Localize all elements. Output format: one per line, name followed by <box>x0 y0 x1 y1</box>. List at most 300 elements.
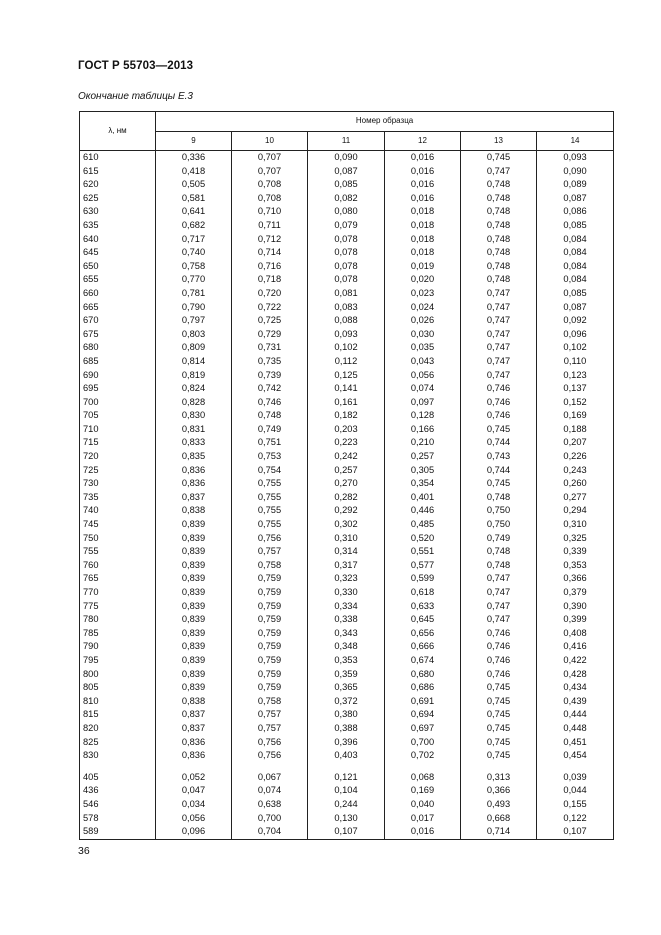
value-cell: 0,839 <box>156 654 232 668</box>
value-cell: 0,016 <box>385 825 461 839</box>
value-cell: 0,317 <box>308 559 385 573</box>
wavelength-cell: 640 <box>80 233 156 247</box>
table-row <box>80 205 614 219</box>
wavelength-cell: 790 <box>80 640 156 654</box>
table-row <box>80 151 614 165</box>
value-cell: 0,551 <box>385 545 461 559</box>
value-cell: 0,835 <box>156 450 232 464</box>
table-row <box>80 518 614 532</box>
table-row <box>80 409 614 423</box>
value-cell: 0,418 <box>156 165 232 179</box>
value-cell: 0,396 <box>308 736 385 750</box>
value-cell: 0,759 <box>232 640 308 654</box>
value-cell: 0,130 <box>308 812 385 826</box>
value-cell: 0,104 <box>308 784 385 798</box>
value-cell: 0,047 <box>156 784 232 798</box>
value-cell: 0,702 <box>385 749 461 763</box>
value-cell: 0,704 <box>232 825 308 839</box>
table-row <box>80 369 614 383</box>
value-cell: 0,084 <box>537 246 614 260</box>
table-row <box>80 722 614 736</box>
value-cell: 0,080 <box>308 205 385 219</box>
wavelength-cell: 805 <box>80 681 156 695</box>
value-cell: 0,744 <box>461 436 537 450</box>
wavelength-cell: 740 <box>80 504 156 518</box>
value-cell: 0,836 <box>156 464 232 478</box>
column-header: 11 <box>308 131 385 151</box>
wavelength-cell: 630 <box>80 205 156 219</box>
value-cell: 0,043 <box>385 355 461 369</box>
spectral-data-table <box>79 111 614 840</box>
table-row <box>80 328 614 342</box>
value-cell: 0,087 <box>308 165 385 179</box>
value-cell: 0,838 <box>156 504 232 518</box>
value-cell: 0,754 <box>232 464 308 478</box>
value-cell: 0,839 <box>156 559 232 573</box>
value-cell: 0,085 <box>308 178 385 192</box>
table-row <box>80 423 614 437</box>
value-cell: 0,380 <box>308 708 385 722</box>
value-cell: 0,137 <box>537 382 614 396</box>
value-cell: 0,839 <box>156 532 232 546</box>
value-cell: 0,107 <box>308 825 385 839</box>
value-cell: 0,748 <box>461 260 537 274</box>
value-cell: 0,338 <box>308 613 385 627</box>
value-cell: 0,292 <box>308 504 385 518</box>
spacer-cell <box>308 763 385 771</box>
value-cell: 0,718 <box>232 273 308 287</box>
value-cell: 0,016 <box>385 192 461 206</box>
value-cell: 0,210 <box>385 436 461 450</box>
value-cell: 0,757 <box>232 545 308 559</box>
value-cell: 0,107 <box>537 825 614 839</box>
value-cell: 0,839 <box>156 518 232 532</box>
wavelength-cell: 670 <box>80 314 156 328</box>
value-cell: 0,325 <box>537 532 614 546</box>
value-cell: 0,085 <box>537 287 614 301</box>
value-cell: 0,302 <box>308 518 385 532</box>
wavelength-cell: 825 <box>80 736 156 750</box>
table-row <box>80 301 614 315</box>
value-cell: 0,746 <box>461 654 537 668</box>
value-cell: 0,096 <box>537 328 614 342</box>
value-cell: 0,089 <box>537 178 614 192</box>
row-spacer <box>80 763 614 771</box>
wavelength-cell: 690 <box>80 369 156 383</box>
value-cell: 0,343 <box>308 627 385 641</box>
table-row <box>80 600 614 614</box>
value-cell: 0,716 <box>232 260 308 274</box>
wavelength-cell: 620 <box>80 178 156 192</box>
value-cell: 0,086 <box>537 205 614 219</box>
value-cell: 0,839 <box>156 640 232 654</box>
value-cell: 0,714 <box>461 825 537 839</box>
value-cell: 0,700 <box>232 812 308 826</box>
table-row <box>80 572 614 586</box>
value-cell: 0,128 <box>385 409 461 423</box>
value-cell: 0,074 <box>232 784 308 798</box>
value-cell: 0,759 <box>232 681 308 695</box>
table-row <box>80 450 614 464</box>
value-cell: 0,087 <box>537 192 614 206</box>
value-cell: 0,748 <box>461 205 537 219</box>
table-row <box>80 192 614 206</box>
value-cell: 0,223 <box>308 436 385 450</box>
value-cell: 0,746 <box>461 668 537 682</box>
table-row <box>80 436 614 450</box>
value-cell: 0,746 <box>461 627 537 641</box>
value-cell: 0,018 <box>385 233 461 247</box>
value-cell: 0,725 <box>232 314 308 328</box>
wavelength-cell: 715 <box>80 436 156 450</box>
table-row <box>80 355 614 369</box>
value-cell: 0,121 <box>308 771 385 785</box>
value-cell: 0,747 <box>461 287 537 301</box>
value-cell: 0,770 <box>156 273 232 287</box>
wavelength-cell: 625 <box>80 192 156 206</box>
value-cell: 0,735 <box>232 355 308 369</box>
value-cell: 0,085 <box>537 219 614 233</box>
value-cell: 0,035 <box>385 341 461 355</box>
spacer-cell <box>385 763 461 771</box>
wavelength-cell: 655 <box>80 273 156 287</box>
value-cell: 0,746 <box>232 396 308 410</box>
wavelength-cell: 725 <box>80 464 156 478</box>
table-row <box>80 464 614 478</box>
table-row <box>80 627 614 641</box>
value-cell: 0,686 <box>385 681 461 695</box>
table-row <box>80 477 614 491</box>
column-header: 9 <box>156 131 232 151</box>
value-cell: 0,305 <box>385 464 461 478</box>
value-cell: 0,745 <box>461 749 537 763</box>
table-row <box>80 532 614 546</box>
value-cell: 0,759 <box>232 586 308 600</box>
wavelength-cell: 695 <box>80 382 156 396</box>
value-cell: 0,082 <box>308 192 385 206</box>
value-cell: 0,839 <box>156 627 232 641</box>
value-cell: 0,837 <box>156 491 232 505</box>
value-cell: 0,755 <box>232 518 308 532</box>
value-cell: 0,242 <box>308 450 385 464</box>
wavelength-cell: 820 <box>80 722 156 736</box>
value-cell: 0,809 <box>156 341 232 355</box>
wavelength-cell: 650 <box>80 260 156 274</box>
value-cell: 0,366 <box>461 784 537 798</box>
wavelength-cell: 436 <box>80 784 156 798</box>
page-number: 36 <box>78 845 90 857</box>
value-cell: 0,720 <box>232 287 308 301</box>
value-cell: 0,016 <box>385 151 461 165</box>
wavelength-cell: 645 <box>80 246 156 260</box>
value-cell: 0,336 <box>156 151 232 165</box>
spacer-cell <box>537 763 614 771</box>
value-cell: 0,641 <box>156 205 232 219</box>
value-cell: 0,182 <box>308 409 385 423</box>
table-row <box>80 708 614 722</box>
value-cell: 0,161 <box>308 396 385 410</box>
table-row <box>80 749 614 763</box>
value-cell: 0,758 <box>156 260 232 274</box>
value-cell: 0,434 <box>537 681 614 695</box>
value-cell: 0,485 <box>385 518 461 532</box>
wavelength-cell: 735 <box>80 491 156 505</box>
value-cell: 0,758 <box>232 695 308 709</box>
value-cell: 0,353 <box>308 654 385 668</box>
value-cell: 0,708 <box>232 178 308 192</box>
value-cell: 0,836 <box>156 749 232 763</box>
value-cell: 0,746 <box>461 382 537 396</box>
value-cell: 0,803 <box>156 328 232 342</box>
table-row <box>80 491 614 505</box>
value-cell: 0,226 <box>537 450 614 464</box>
table-row <box>80 784 614 798</box>
value-cell: 0,446 <box>385 504 461 518</box>
wavelength-cell: 800 <box>80 668 156 682</box>
table-row <box>80 178 614 192</box>
value-cell: 0,668 <box>461 812 537 826</box>
value-cell: 0,756 <box>232 736 308 750</box>
value-cell: 0,744 <box>461 464 537 478</box>
wavelength-cell: 785 <box>80 627 156 641</box>
value-cell: 0,372 <box>308 695 385 709</box>
table-row <box>80 654 614 668</box>
value-cell: 0,348 <box>308 640 385 654</box>
table-row <box>80 165 614 179</box>
value-cell: 0,751 <box>232 436 308 450</box>
value-cell: 0,090 <box>537 165 614 179</box>
value-cell: 0,747 <box>461 328 537 342</box>
wavelength-cell: 730 <box>80 477 156 491</box>
value-cell: 0,078 <box>308 246 385 260</box>
value-cell: 0,074 <box>385 382 461 396</box>
value-cell: 0,577 <box>385 559 461 573</box>
value-cell: 0,056 <box>156 812 232 826</box>
value-cell: 0,401 <box>385 491 461 505</box>
value-cell: 0,750 <box>461 504 537 518</box>
value-cell: 0,093 <box>308 328 385 342</box>
value-cell: 0,691 <box>385 695 461 709</box>
value-cell: 0,747 <box>461 586 537 600</box>
value-cell: 0,831 <box>156 423 232 437</box>
value-cell: 0,828 <box>156 396 232 410</box>
column-header: 12 <box>385 131 461 151</box>
value-cell: 0,084 <box>537 273 614 287</box>
table-row <box>80 219 614 233</box>
value-cell: 0,581 <box>156 192 232 206</box>
value-cell: 0,700 <box>385 736 461 750</box>
value-cell: 0,745 <box>461 736 537 750</box>
table-row <box>80 382 614 396</box>
wavelength-cell: 795 <box>80 654 156 668</box>
value-cell: 0,034 <box>156 798 232 812</box>
table-row <box>80 341 614 355</box>
value-cell: 0,169 <box>537 409 614 423</box>
wavelength-header: λ, нм <box>80 112 156 151</box>
value-cell: 0,270 <box>308 477 385 491</box>
spacer-cell <box>156 763 232 771</box>
value-cell: 0,745 <box>461 695 537 709</box>
value-cell: 0,745 <box>461 722 537 736</box>
sample-number-header: Номер образца <box>156 112 614 132</box>
value-cell: 0,067 <box>232 771 308 785</box>
table-row <box>80 273 614 287</box>
value-cell: 0,044 <box>537 784 614 798</box>
value-cell: 0,748 <box>461 178 537 192</box>
value-cell: 0,448 <box>537 722 614 736</box>
value-cell: 0,748 <box>461 491 537 505</box>
value-cell: 0,016 <box>385 178 461 192</box>
value-cell: 0,781 <box>156 287 232 301</box>
value-cell: 0,745 <box>461 477 537 491</box>
table-caption: Окончание таблицы Е.3 <box>78 91 193 102</box>
value-cell: 0,422 <box>537 654 614 668</box>
table-row <box>80 771 614 785</box>
value-cell: 0,729 <box>232 328 308 342</box>
wavelength-cell: 750 <box>80 532 156 546</box>
table-row <box>80 825 614 839</box>
value-cell: 0,454 <box>537 749 614 763</box>
value-cell: 0,745 <box>461 151 537 165</box>
value-cell: 0,334 <box>308 600 385 614</box>
value-cell: 0,739 <box>232 369 308 383</box>
value-cell: 0,837 <box>156 722 232 736</box>
value-cell: 0,016 <box>385 165 461 179</box>
wavelength-cell: 546 <box>80 798 156 812</box>
value-cell: 0,749 <box>461 532 537 546</box>
table-body <box>80 151 614 840</box>
value-cell: 0,026 <box>385 314 461 328</box>
value-cell: 0,314 <box>308 545 385 559</box>
table-row <box>80 668 614 682</box>
value-cell: 0,839 <box>156 668 232 682</box>
value-cell: 0,759 <box>232 654 308 668</box>
table-row <box>80 640 614 654</box>
value-cell: 0,748 <box>232 409 308 423</box>
value-cell: 0,722 <box>232 301 308 315</box>
value-cell: 0,125 <box>308 369 385 383</box>
value-cell: 0,666 <box>385 640 461 654</box>
wavelength-cell: 665 <box>80 301 156 315</box>
wavelength-cell: 710 <box>80 423 156 437</box>
value-cell: 0,839 <box>156 572 232 586</box>
value-cell: 0,018 <box>385 205 461 219</box>
value-cell: 0,707 <box>232 165 308 179</box>
value-cell: 0,838 <box>156 695 232 709</box>
value-cell: 0,759 <box>232 668 308 682</box>
value-cell: 0,717 <box>156 233 232 247</box>
value-cell: 0,092 <box>537 314 614 328</box>
value-cell: 0,018 <box>385 219 461 233</box>
value-cell: 0,710 <box>232 205 308 219</box>
value-cell: 0,088 <box>308 314 385 328</box>
column-header: 13 <box>461 131 537 151</box>
value-cell: 0,169 <box>385 784 461 798</box>
wavelength-cell: 685 <box>80 355 156 369</box>
value-cell: 0,110 <box>537 355 614 369</box>
value-cell: 0,330 <box>308 586 385 600</box>
value-cell: 0,310 <box>308 532 385 546</box>
value-cell: 0,102 <box>537 341 614 355</box>
wavelength-cell: 405 <box>80 771 156 785</box>
value-cell: 0,039 <box>537 771 614 785</box>
value-cell: 0,748 <box>461 246 537 260</box>
value-cell: 0,090 <box>308 151 385 165</box>
value-cell: 0,748 <box>461 545 537 559</box>
value-cell: 0,746 <box>461 409 537 423</box>
value-cell: 0,759 <box>232 600 308 614</box>
value-cell: 0,294 <box>537 504 614 518</box>
value-cell: 0,599 <box>385 572 461 586</box>
table-row <box>80 586 614 600</box>
value-cell: 0,836 <box>156 477 232 491</box>
value-cell: 0,839 <box>156 600 232 614</box>
wavelength-cell: 705 <box>80 409 156 423</box>
value-cell: 0,750 <box>461 518 537 532</box>
table-row <box>80 314 614 328</box>
wavelength-cell: 780 <box>80 613 156 627</box>
value-cell: 0,747 <box>461 165 537 179</box>
value-cell: 0,731 <box>232 341 308 355</box>
wavelength-cell: 700 <box>80 396 156 410</box>
spacer-cell <box>461 763 537 771</box>
value-cell: 0,748 <box>461 233 537 247</box>
table-row <box>80 681 614 695</box>
value-cell: 0,747 <box>461 355 537 369</box>
value-cell: 0,749 <box>232 423 308 437</box>
value-cell: 0,112 <box>308 355 385 369</box>
value-cell: 0,097 <box>385 396 461 410</box>
wavelength-cell: 578 <box>80 812 156 826</box>
value-cell: 0,756 <box>232 749 308 763</box>
value-cell: 0,745 <box>461 681 537 695</box>
value-cell: 0,079 <box>308 219 385 233</box>
value-cell: 0,745 <box>461 423 537 437</box>
value-cell: 0,680 <box>385 668 461 682</box>
value-cell: 0,747 <box>461 314 537 328</box>
value-cell: 0,056 <box>385 369 461 383</box>
value-cell: 0,102 <box>308 341 385 355</box>
value-cell: 0,819 <box>156 369 232 383</box>
value-cell: 0,388 <box>308 722 385 736</box>
value-cell: 0,839 <box>156 545 232 559</box>
value-cell: 0,390 <box>537 600 614 614</box>
value-cell: 0,745 <box>461 708 537 722</box>
value-cell: 0,122 <box>537 812 614 826</box>
value-cell: 0,313 <box>461 771 537 785</box>
value-cell: 0,674 <box>385 654 461 668</box>
wavelength-cell: 765 <box>80 572 156 586</box>
wavelength-cell: 760 <box>80 559 156 573</box>
value-cell: 0,839 <box>156 681 232 695</box>
value-cell: 0,748 <box>461 559 537 573</box>
value-cell: 0,824 <box>156 382 232 396</box>
value-cell: 0,084 <box>537 260 614 274</box>
value-cell: 0,339 <box>537 545 614 559</box>
value-cell: 0,645 <box>385 613 461 627</box>
value-cell: 0,759 <box>232 627 308 641</box>
value-cell: 0,155 <box>537 798 614 812</box>
wavelength-cell: 680 <box>80 341 156 355</box>
value-cell: 0,078 <box>308 233 385 247</box>
table-row <box>80 545 614 559</box>
value-cell: 0,451 <box>537 736 614 750</box>
wavelength-cell: 615 <box>80 165 156 179</box>
value-cell: 0,257 <box>385 450 461 464</box>
table-row <box>80 695 614 709</box>
wavelength-cell: 675 <box>80 328 156 342</box>
value-cell: 0,839 <box>156 586 232 600</box>
